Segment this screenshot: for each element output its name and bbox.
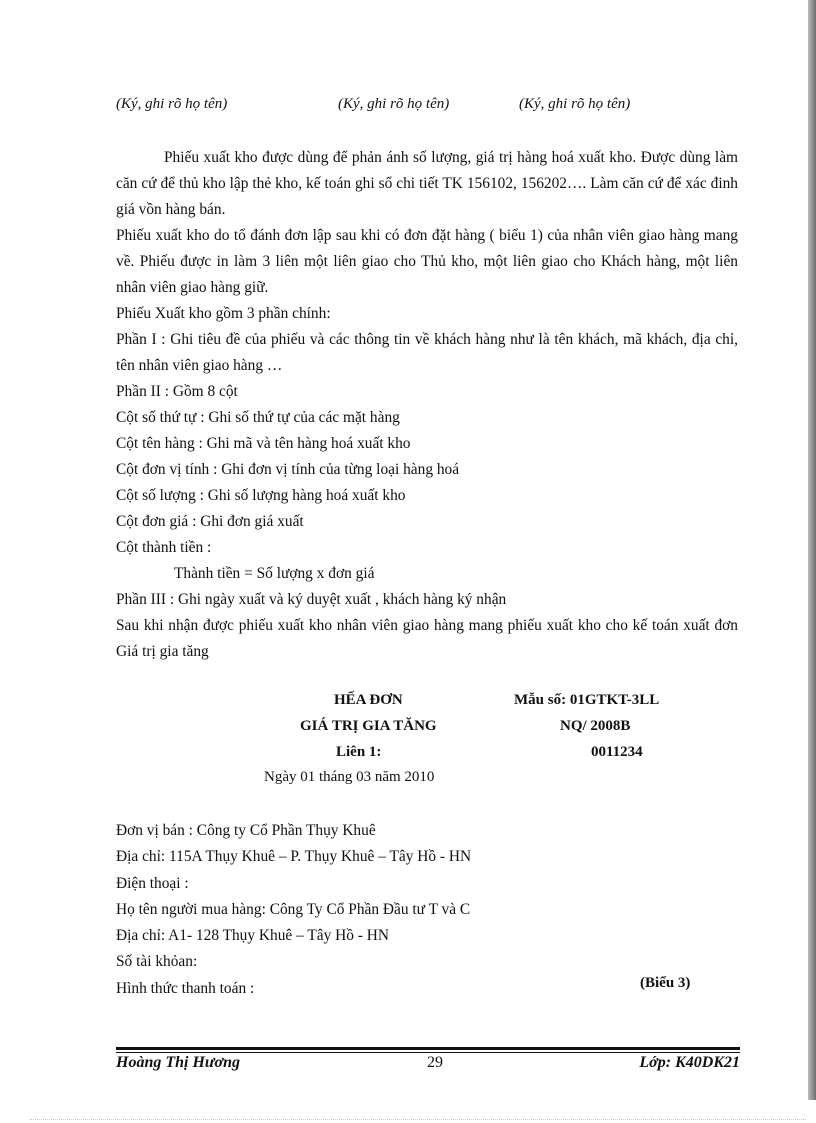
- paragraph: Phiếu xuất kho được dùng để phản ánh số lượng, giá trị hàng hoá xuất kho. Được dùng làm căn cứ để thủ kho lập thẻ kho, kế toán ghi sổ chi tiết TK 156102, 156202…. Làm căn cứ để xác đinh giá vồn hàng bán.: [116, 149, 738, 218]
- signature-caption: (Ký, ghi rõ họ tên): [519, 96, 631, 112]
- paragraph: Sau khi nhận được phiếu xuất kho nhân viên giao hàng mang phiếu xuất kho cho kế toán xuất đơn Giá trị gia tăng: [116, 617, 738, 660]
- paragraph: Phần III : Ghi ngày xuất và ký duyệt xuất , khách hàng ký nhận: [116, 591, 507, 608]
- seller-address: Địa chỉ: 115A Thụy Khuê – P. Thụy Khuê – Tây Hồ - HN: [116, 848, 472, 866]
- signature-caption: (Ký, ghi rõ họ tên): [116, 96, 228, 112]
- paragraph: Cột đơn giá : Ghi đơn giá xuất: [116, 513, 304, 530]
- invoice-copy-label: Liên 1:: [336, 744, 382, 760]
- paragraph: Phiếu Xuất kho gồm 3 phần chính:: [116, 305, 331, 322]
- buyer-address: Địa chỉ: A1- 128 Thụy Khuê – Tây Hồ - HN: [116, 927, 390, 945]
- account-number: Số tài khỏan:: [116, 953, 198, 971]
- footer-rule: [116, 1047, 740, 1050]
- paragraph: Phiếu xuất kho do tổ đánh đơn lập sau khi có đơn đặt hàng ( biểu 1) của nhân viên giao hàng mang về. Phiếu được in làm 3 liên một liên giao cho Thủ kho, một liên giao cho Khách hàng, một liên nhân viên giao hàng giữ.: [116, 227, 738, 296]
- page-bottom-border: [30, 1119, 806, 1120]
- figure-label: (Biểu 3): [640, 975, 691, 991]
- page-footer: [116, 1054, 740, 1078]
- paragraph: Cột số thứ tự : Ghi số thứ tự của các mặt hàng: [116, 409, 400, 426]
- formula-line: Thành tiền = Số lượng x đơn giá: [174, 565, 375, 582]
- seller-name: Đơn vị bán : Công ty Cổ Phần Thụy Khuê: [116, 822, 376, 839]
- invoice-form-number: Mẫu số: 01GTKT-3LL: [514, 692, 660, 708]
- invoice-title: HẾA ĐƠN: [334, 692, 403, 708]
- paragraph: Cột tên hàng : Ghi mã và tên hàng hoá xuất kho: [116, 435, 411, 452]
- paragraph: Cột thành tiền :: [116, 539, 212, 556]
- body-text: [116, 145, 738, 665]
- payment-method: Hình thức thanh toán :: [116, 979, 255, 997]
- invoice-series: NQ/ 2008B: [560, 718, 631, 734]
- footer-author: Hoàng Thị Hương: [116, 1054, 240, 1071]
- buyer-name: Họ tên người mua hàng: Công Ty Cổ Phần Đầu tư T và C: [116, 900, 471, 918]
- footer-rule: [116, 1052, 740, 1053]
- signature-caption: (Ký, ghi rõ họ tên): [338, 96, 450, 112]
- paragraph: Cột đơn vị tính : Ghi đơn vị tính của từng loại hàng hoá: [116, 461, 460, 478]
- invoice-number: 0011234: [591, 744, 643, 760]
- paragraph: Cột số lượng : Ghi số lượng hàng hoá xuất kho: [116, 487, 406, 504]
- page-edge-shadow: [808, 0, 816, 1100]
- paragraph: Phần II : Gồm 8 cột: [116, 383, 238, 400]
- paragraph: Phần I : Ghi tiêu đề của phiếu và các thông tin về khách hàng như là tên khách, mã khách, địa chỉ, tên nhân viên giao hàng …: [116, 331, 738, 374]
- page-number: 29: [427, 1054, 443, 1071]
- invoice-date: Ngày 01 tháng 03 năm 2010: [264, 769, 435, 785]
- invoice-subtitle: GIÁ TRỊ GIA TĂNG: [300, 718, 437, 734]
- footer-class: Lớp: K40DK21: [639, 1054, 740, 1071]
- seller-phone: Điện thoại :: [116, 874, 189, 892]
- invoice-details: [116, 818, 716, 1002]
